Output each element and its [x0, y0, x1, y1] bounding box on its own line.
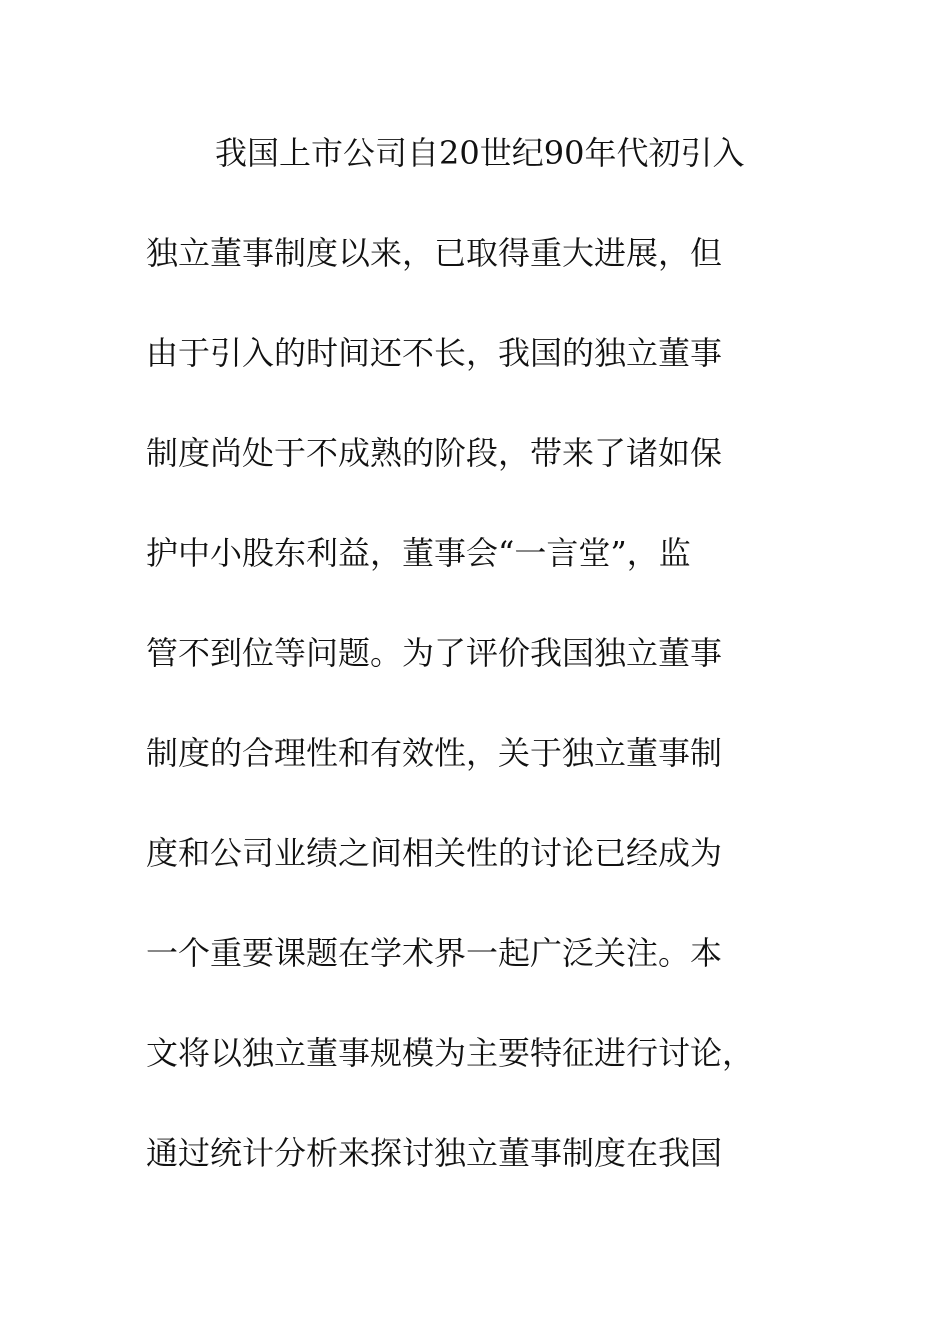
paragraph-line: 独立董事制度以来，已取得重大进展，但: [146, 234, 723, 272]
paragraph-line: 由于引入的时间还不长，我国的独立董事: [146, 334, 723, 372]
paragraph-line: 我国上市公司自20世纪90年代初引入: [215, 134, 745, 172]
paragraph-line: 制度尚处于不成熟的阶段，带来了诸如保: [146, 434, 723, 472]
paragraph-line: 一个重要课题在学术界一起广泛关注。本: [146, 934, 723, 972]
paragraph-line: 度和公司业绩之间相关性的讨论已经成为: [146, 834, 723, 872]
paragraph-line: 护中小股东利益，董事会“一言堂”，监: [146, 534, 691, 572]
paragraph-line: 管不到位等问题。为了评价我国独立董事: [146, 634, 723, 672]
paragraph-line: 通过统计分析来探讨独立董事制度在我国: [146, 1134, 723, 1172]
paragraph-line: 文将以独立董事规模为主要特征进行讨论，: [146, 1034, 755, 1072]
paragraph-line: 制度的合理性和有效性，关于独立董事制: [146, 734, 723, 772]
